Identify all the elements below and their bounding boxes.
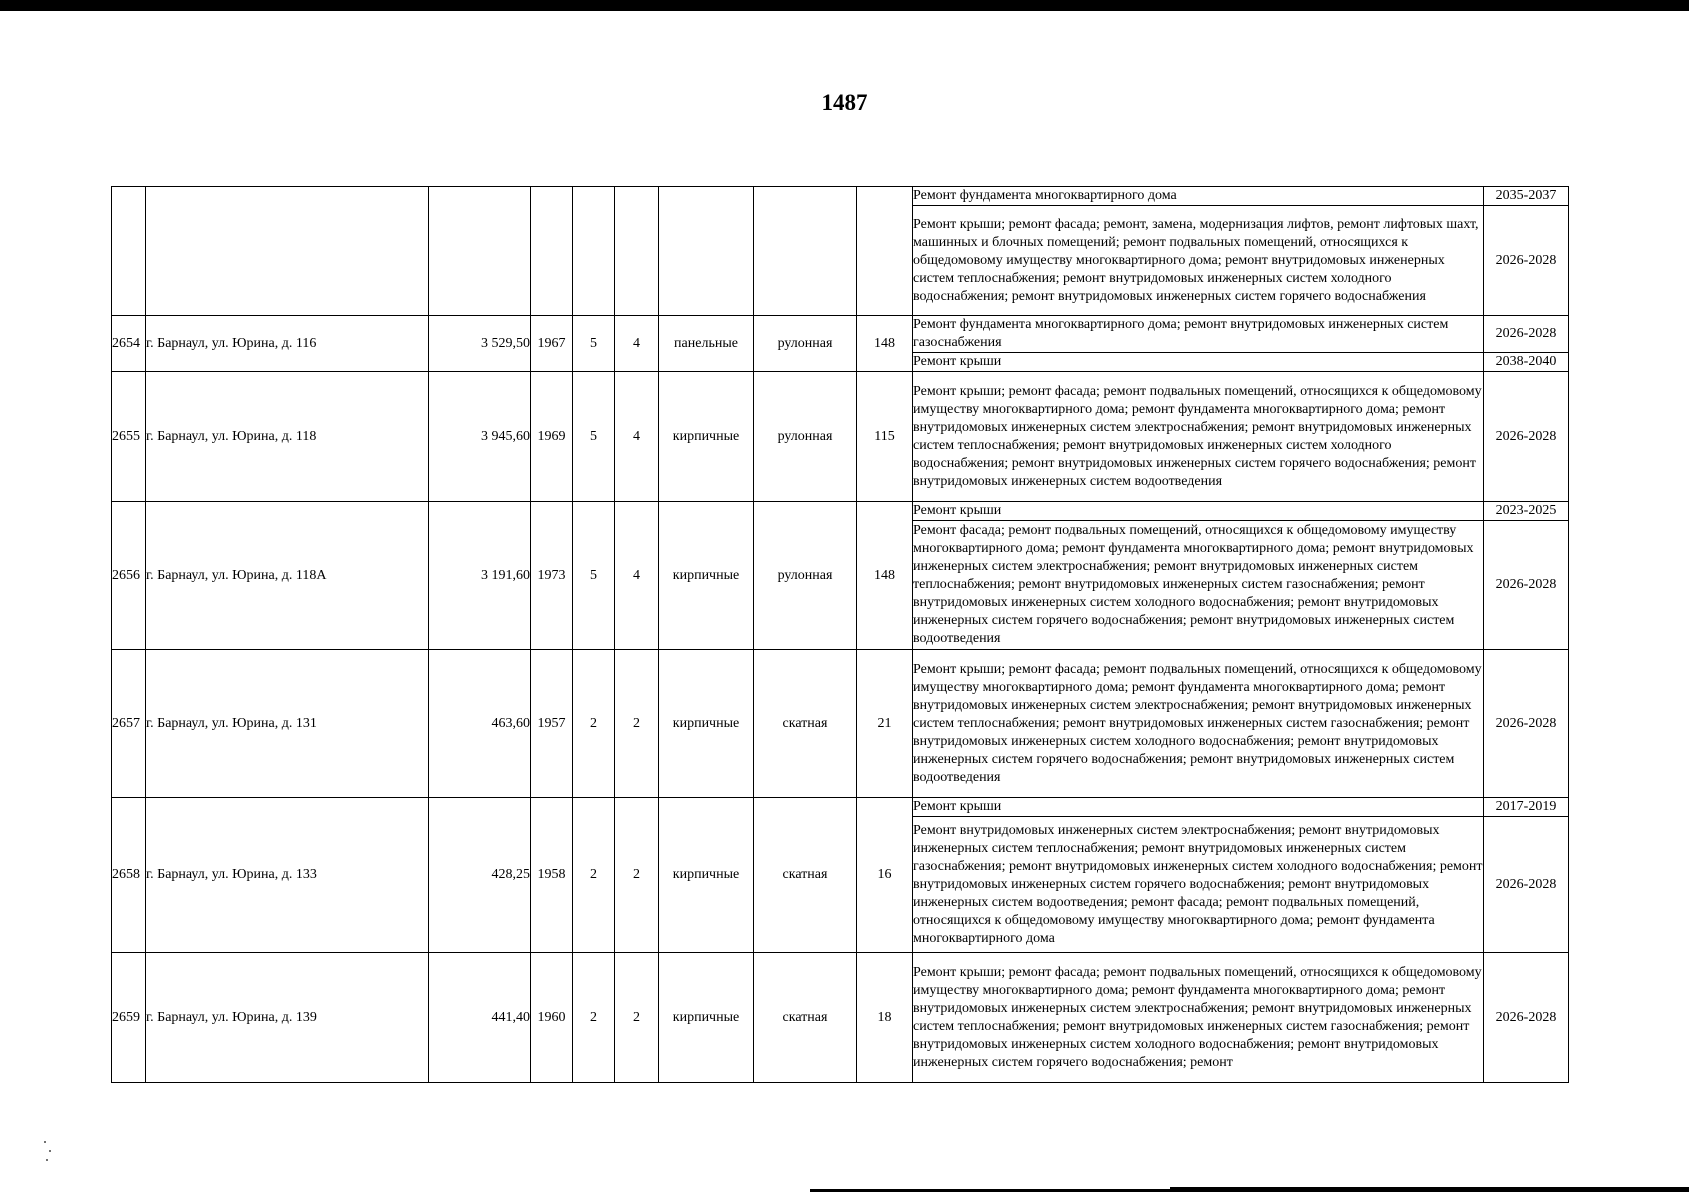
address-cell: г. Барнаул, ул. Юрина, д. 118А — [146, 502, 429, 650]
residents-count-cell: 18 — [857, 953, 913, 1083]
entrances-count-cell: 4 — [615, 502, 659, 650]
floors-count-cell: 2 — [573, 798, 615, 953]
table-row — [112, 316, 1569, 353]
residents-count-cell: 115 — [857, 372, 913, 502]
work-period-cell: 2026-2028 — [1484, 650, 1569, 798]
work-description-cell: Ремонт крыши — [913, 502, 1484, 521]
work-period-cell: 2026-2028 — [1484, 521, 1569, 650]
total-area-cell: 3 191,60 — [429, 502, 531, 650]
residents-count-cell: 16 — [857, 798, 913, 953]
work-description-cell: Ремонт фасада; ремонт подвальных помещений, относящихся к общедомовому имуществу многоквартирного дома; ремонт фундамента многоквартирного дома; ремонт внутридомовых инженерных систем электроснабжения; ремонт внутридомовых инженерных систем теплоснабжения; ремонт внутридомовых инженерных систем газоснабжения; ремонт внутридомовых инженерных систем холодного водоснабжения; ремонт внутридомовых инженерных систем горячего водоснабжения; ремонт внутридомовых инженерных систем водоотведения — [913, 521, 1484, 650]
total-area-cell: 3 945,60 — [429, 372, 531, 502]
total-area-cell: 441,40 — [429, 953, 531, 1083]
row-number-cell: 2655 — [112, 372, 146, 502]
table-row — [112, 953, 1569, 1083]
wall-material-cell: кирпичные — [659, 372, 754, 502]
total-area-cell: 463,60 — [429, 650, 531, 798]
floors-count-cell — [573, 187, 615, 316]
build-year-cell: 1973 — [531, 502, 573, 650]
work-description-cell: Ремонт крыши; ремонт фасада; ремонт подвальных помещений, относящихся к общедомовому имуществу многоквартирного дома; ремонт фундамента многоквартирного дома; ремонт внутридомовых инженерных систем электроснабжения; ремонт внутридомовых инженерных систем теплоснабжения; ремонт внутридомовых инженерных систем газоснабжения; ремонт внутридомовых инженерных систем холодного водоснабжения; ремонт внутридомовых инженерных систем горячего водоснабжения; ремонт внутридомовых инженерных систем водоотведения — [913, 650, 1484, 798]
wall-material-cell — [659, 187, 754, 316]
row-number-cell: 2654 — [112, 316, 146, 372]
entrances-count-cell: 2 — [615, 798, 659, 953]
work-description-cell: Ремонт крыши; ремонт фасада; ремонт подвальных помещений, относящихся к общедомовому имуществу многоквартирного дома; ремонт фундамента многоквартирного дома; ремонт внутридомовых инженерных систем электроснабжения; ремонт внутридомовых инженерных систем теплоснабжения; ремонт внутридомовых инженерных систем газоснабжения; ремонт внутридомовых инженерных систем холодного водоснабжения; ремонт внутридомовых инженерных систем горячего водоснабжения; ремонт — [913, 953, 1484, 1083]
work-period-cell: 2035-2037 — [1484, 187, 1569, 206]
residents-count-cell — [857, 187, 913, 316]
build-year-cell: 1960 — [531, 953, 573, 1083]
address-cell: г. Барнаул, ул. Юрина, д. 116 — [146, 316, 429, 372]
residents-count-cell: 21 — [857, 650, 913, 798]
table-row — [112, 798, 1569, 817]
roof-type-cell: скатная — [754, 798, 857, 953]
entrances-count-cell: 2 — [615, 650, 659, 798]
work-period-cell: 2026-2028 — [1484, 316, 1569, 353]
roof-type-cell: скатная — [754, 650, 857, 798]
entrances-count-cell — [615, 187, 659, 316]
roof-type-cell: рулонная — [754, 316, 857, 372]
table-row — [112, 372, 1569, 502]
residents-count-cell: 148 — [857, 316, 913, 372]
row-number-cell: 2656 — [112, 502, 146, 650]
row-number-cell: 2658 — [112, 798, 146, 953]
row-number-cell — [112, 187, 146, 316]
work-description-cell: Ремонт крыши — [913, 353, 1484, 372]
work-description-cell: Ремонт крыши — [913, 798, 1484, 817]
floors-count-cell: 5 — [573, 372, 615, 502]
roof-type-cell: рулонная — [754, 372, 857, 502]
floors-count-cell: 5 — [573, 502, 615, 650]
work-period-cell: 2038-2040 — [1484, 353, 1569, 372]
wall-material-cell: кирпичные — [659, 502, 754, 650]
floors-count-cell: 2 — [573, 650, 615, 798]
floors-count-cell: 2 — [573, 953, 615, 1083]
repair-schedule-table — [111, 186, 1569, 1083]
scan-artifact — [49, 1150, 51, 1152]
address-cell: г. Барнаул, ул. Юрина, д. 139 — [146, 953, 429, 1083]
floors-count-cell: 5 — [573, 316, 615, 372]
work-period-cell: 2026-2028 — [1484, 953, 1569, 1083]
work-description-cell: Ремонт крыши; ремонт фасада; ремонт, замена, модернизация лифтов, ремонт лифтовых шахт, машинных и блочных помещений; ремонт подвальных помещений, относящихся к общедомовому имуществу многоквартирного дома; ремонт внутридомовых инженерных систем теплоснабжения; ремонт внутридомовых инженерных систем холодного водоснабжения; ремонт внутридомовых инженерных систем горячего водоснабжения — [913, 206, 1484, 316]
work-period-cell: 2026-2028 — [1484, 206, 1569, 316]
wall-material-cell: кирпичные — [659, 798, 754, 953]
total-area-cell — [429, 187, 531, 316]
row-number-cell: 2657 — [112, 650, 146, 798]
roof-type-cell — [754, 187, 857, 316]
build-year-cell: 1958 — [531, 798, 573, 953]
total-area-cell: 3 529,50 — [429, 316, 531, 372]
total-area-cell: 428,25 — [429, 798, 531, 953]
work-description-cell: Ремонт внутридомовых инженерных систем электроснабжения; ремонт внутридомовых инженерных систем теплоснабжения; ремонт внутридомовых инженерных систем газоснабжения; ремонт внутридомовых инженерных систем холодного водоснабжения; ремонт внутридомовых инженерных систем горячего водоснабжения; ремонт внутридомовых инженерных систем водоотведения; ремонт фасада; ремонт подвальных помещений, относящихся к общедомовому имуществу многоквартирного дома; ремонт фундамента многоквартирного дома — [913, 817, 1484, 953]
table-row — [112, 502, 1569, 521]
roof-type-cell: скатная — [754, 953, 857, 1083]
work-period-cell: 2017-2019 — [1484, 798, 1569, 817]
entrances-count-cell: 4 — [615, 316, 659, 372]
wall-material-cell: кирпичные — [659, 650, 754, 798]
build-year-cell: 1967 — [531, 316, 573, 372]
table-row — [112, 650, 1569, 798]
scan-artifact — [44, 1141, 46, 1143]
scan-bottom-border — [810, 1189, 1689, 1192]
wall-material-cell: панельные — [659, 316, 754, 372]
table-row — [112, 187, 1569, 206]
build-year-cell — [531, 187, 573, 316]
entrances-count-cell: 4 — [615, 372, 659, 502]
build-year-cell: 1969 — [531, 372, 573, 502]
wall-material-cell: кирпичные — [659, 953, 754, 1083]
work-period-cell: 2026-2028 — [1484, 372, 1569, 502]
address-cell: г. Барнаул, ул. Юрина, д. 133 — [146, 798, 429, 953]
work-period-cell: 2026-2028 — [1484, 817, 1569, 953]
row-number-cell: 2659 — [112, 953, 146, 1083]
work-description-cell: Ремонт фундамента многоквартирного дома — [913, 187, 1484, 206]
build-year-cell: 1957 — [531, 650, 573, 798]
roof-type-cell: рулонная — [754, 502, 857, 650]
address-cell: г. Барнаул, ул. Юрина, д. 131 — [146, 650, 429, 798]
address-cell: г. Барнаул, ул. Юрина, д. 118 — [146, 372, 429, 502]
address-cell — [146, 187, 429, 316]
entrances-count-cell: 2 — [615, 953, 659, 1083]
scan-top-border — [0, 0, 1689, 11]
scan-artifact — [46, 1159, 48, 1161]
work-period-cell: 2023-2025 — [1484, 502, 1569, 521]
work-description-cell: Ремонт крыши; ремонт фасада; ремонт подвальных помещений, относящихся к общедомовому имуществу многоквартирного дома; ремонт фундамента многоквартирного дома; ремонт внутридомовых инженерных систем электроснабжения; ремонт внутридомовых инженерных систем теплоснабжения; ремонт внутридомовых инженерных систем холодного водоснабжения; ремонт внутридомовых инженерных систем горячего водоснабжения; ремонт внутридомовых инженерных систем водоотведения — [913, 372, 1484, 502]
page-number: 1487 — [821, 90, 868, 115]
work-description-cell: Ремонт фундамента многоквартирного дома; ремонт внутридомовых инженерных систем газоснабжения — [913, 316, 1484, 353]
residents-count-cell: 148 — [857, 502, 913, 650]
